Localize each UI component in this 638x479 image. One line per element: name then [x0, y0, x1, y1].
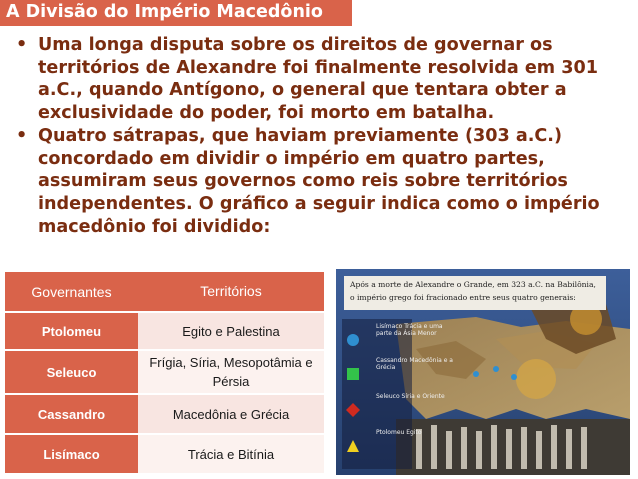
table-header-row: [5, 272, 324, 313]
bullet-text: Quatro sátrapas, que haviam previamente (303 a.C.) concordado em dividir o império em quatro partes, assumiram seus governos como reis sobre territórios independentes. O gráfico a seguir indica como o império macedônio foi dividido:: [38, 125, 600, 237]
slide-title: A Divisão do Império Macedônio: [6, 2, 323, 22]
green-square-icon: [346, 367, 360, 381]
ruler-name: Lisímaco: [5, 435, 138, 473]
yellow-triangle-icon: [346, 439, 360, 453]
bullet-marker: •: [16, 35, 28, 55]
ruler-name: Seleuco: [5, 351, 138, 393]
map-legend: [342, 319, 453, 469]
red-diamond-icon: [346, 403, 360, 417]
territory: Frígia, Síria, Mesopotâmia e Pérsia: [138, 351, 324, 393]
territory: Egito e Palestina: [138, 313, 324, 349]
legend-item-ptolomeu: [346, 429, 422, 453]
table-row: [5, 435, 324, 475]
legend-label: Cassandro Macedônia e a Grécia: [376, 357, 453, 372]
bullet-marker: •: [16, 125, 28, 146]
ruler-name: Ptolomeu: [5, 313, 138, 349]
table-row: [5, 313, 324, 351]
legend-item-cassandro: [346, 357, 453, 381]
rulers-table: [5, 272, 324, 475]
map-caption: Após a morte de Alexandre o Grande, em 323 a.C. na Babilônia, o império grego foi fracionado entre seus quatro generais:: [344, 276, 606, 310]
legend-item-seleuco: [346, 393, 445, 417]
bullet-text: Uma longa disputa sobre os direitos de governar os territórios de Alexandre foi finalmente resolvida em 301 a.C., quando Antígono, o general que tentara obter a exclusividade do poder, foi morto em batalha.: [38, 35, 598, 124]
header-territorios: Territórios: [200, 283, 262, 299]
header-governantes: Governantes: [31, 283, 112, 300]
legend-label: Ptolomeu Egito: [376, 429, 422, 436]
bullet-item: [10, 34, 632, 125]
legend-label: Seleuco Síria e Oriente: [376, 393, 445, 400]
ruler-name: Cassandro: [5, 395, 138, 433]
table-row: [5, 351, 324, 395]
territory: Trácia e Bitínia: [138, 435, 324, 473]
title-bar: [0, 0, 352, 26]
bullet-item: [10, 125, 632, 239]
blue-circle-icon: [346, 333, 360, 347]
territory: Macedônia e Grécia: [138, 395, 324, 433]
table-row: [5, 395, 324, 435]
legend-item-lisimaco: [346, 323, 443, 347]
bullet-list: [10, 34, 632, 238]
legend-label: Lisímaco Trácia e uma parte da Ásia Menor: [376, 323, 443, 338]
map-image: [336, 269, 630, 475]
